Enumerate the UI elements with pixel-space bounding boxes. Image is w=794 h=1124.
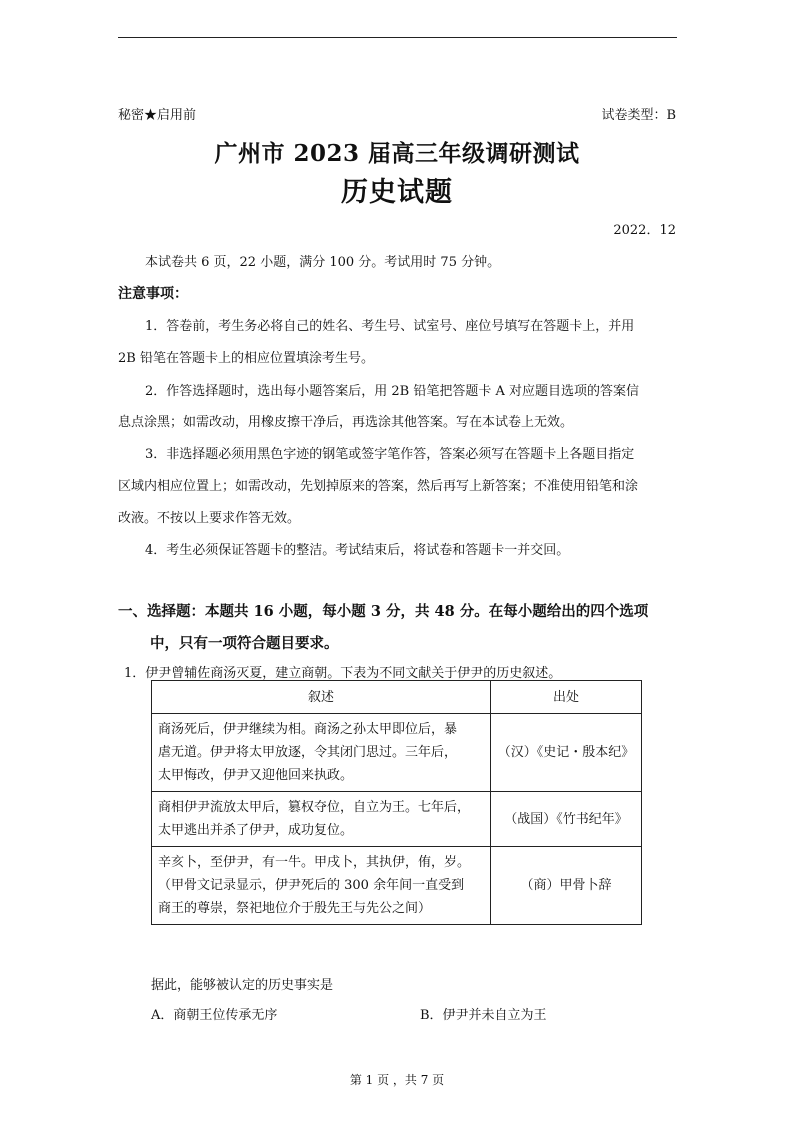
section-heading-cont: 中，只有一项符合题目要求。 bbox=[150, 635, 339, 652]
source-cell: （商）甲骨卜辞 bbox=[491, 847, 642, 925]
question-stem: 1．伊尹曾辅佐商汤灭夏，建立商朝。下表为不同文献关于伊尹的历史叙述。 bbox=[124, 666, 562, 681]
table-row bbox=[152, 714, 642, 792]
table-row bbox=[152, 792, 642, 847]
notes-line: 区域内相应位置上；如需改动，先划掉原来的答案，然后再写上新答案；不准使用铅笔和涂 bbox=[118, 479, 639, 494]
paper-type-label: 试卷类型：B bbox=[601, 108, 676, 123]
notes-line: 3．非选择题必须用黑色字迹的钢笔或签字笔作答，答案必须写在答题卡上各题目指定 bbox=[145, 447, 635, 462]
notes-line: 2B 铅笔在答题卡上的相应位置填涂考生号。 bbox=[118, 351, 374, 366]
narration-line: 虐无道。伊尹将太甲放逐，令其闭门思过。三年后， bbox=[158, 745, 458, 760]
notes-line: 1．答卷前，考生务必将自己的姓名、考生号、试室号、座位号填写在答题卡上，并用 bbox=[145, 319, 635, 334]
narration-line: 太甲悔改，伊尹又迎他回来执政。 bbox=[158, 768, 354, 783]
notes-heading: 注意事项： bbox=[118, 286, 188, 302]
narration-cell bbox=[152, 714, 491, 792]
option-b: B．伊尹并未自立为王 bbox=[420, 1008, 547, 1023]
section-heading: 一、选择题：本题共 16 小题，每小题 3 分，共 48 分。在每小题给出的四个选项 bbox=[118, 603, 649, 620]
top-rule bbox=[118, 37, 677, 38]
notes-line: 改液。不按以上要求作答无效。 bbox=[118, 511, 301, 526]
narration-line: 商相伊尹流放太甲后，篡权夺位，自立为王。七年后， bbox=[158, 800, 471, 815]
subject-title: 历史试题 bbox=[341, 177, 453, 208]
exam-intro: 本试卷共 6 页，22 小题，满分 100 分。考试用时 75 分钟。 bbox=[145, 255, 501, 270]
notes-line: 息点涂黑；如需改动，用橡皮擦干净后，再选涂其他答案。写在本试卷上无效。 bbox=[118, 415, 574, 430]
table-header-source: 出处 bbox=[491, 681, 642, 714]
option-a: A．商朝王位传承无序 bbox=[151, 1008, 278, 1023]
exam-title: 广州市 2023 届高三年级调研测试 bbox=[214, 140, 580, 167]
question-prompt: 据此，能够被认定的历史事实是 bbox=[151, 978, 334, 993]
notes-line: 4．考生必须保证答题卡的整洁。考试结束后，将试卷和答题卡一并交回。 bbox=[145, 543, 570, 558]
table-header-row bbox=[152, 681, 642, 714]
narration-line: 商王的尊崇，祭祀地位介于殷先王与先公之间） bbox=[158, 901, 432, 916]
narration-cell bbox=[152, 847, 491, 925]
narration-line: 辛亥卜，至伊尹，有一牛。甲戌卜，其执伊，侑，岁。 bbox=[158, 855, 471, 870]
source-table bbox=[151, 680, 642, 925]
narration-line: 商汤死后，伊尹继续为相。商汤之孙太甲即位后，暴 bbox=[158, 722, 458, 737]
page-footer: 第 1 页 ，共 7 页 bbox=[349, 1073, 445, 1087]
confidential-label: 秘密★启用前 bbox=[118, 108, 197, 123]
narration-cell bbox=[152, 792, 491, 847]
table-row bbox=[152, 847, 642, 925]
source-cell: （战国）《竹书纪年》 bbox=[491, 792, 642, 847]
notes-line: 2．作答选择题时，选出每小题答案后，用 2B 铅笔把答题卡 A 对应题目选项的答案信 bbox=[145, 384, 640, 399]
narration-line: 太甲逃出并杀了伊尹，成功复位。 bbox=[158, 823, 354, 838]
source-cell: （汉）《史记・殷本纪》 bbox=[491, 714, 642, 792]
table-header-narration: 叙述 bbox=[152, 681, 491, 714]
narration-line: （甲骨文记录显示，伊尹死后的 300 余年间一直受到 bbox=[158, 878, 465, 893]
exam-date: 2022．12 bbox=[613, 223, 676, 238]
